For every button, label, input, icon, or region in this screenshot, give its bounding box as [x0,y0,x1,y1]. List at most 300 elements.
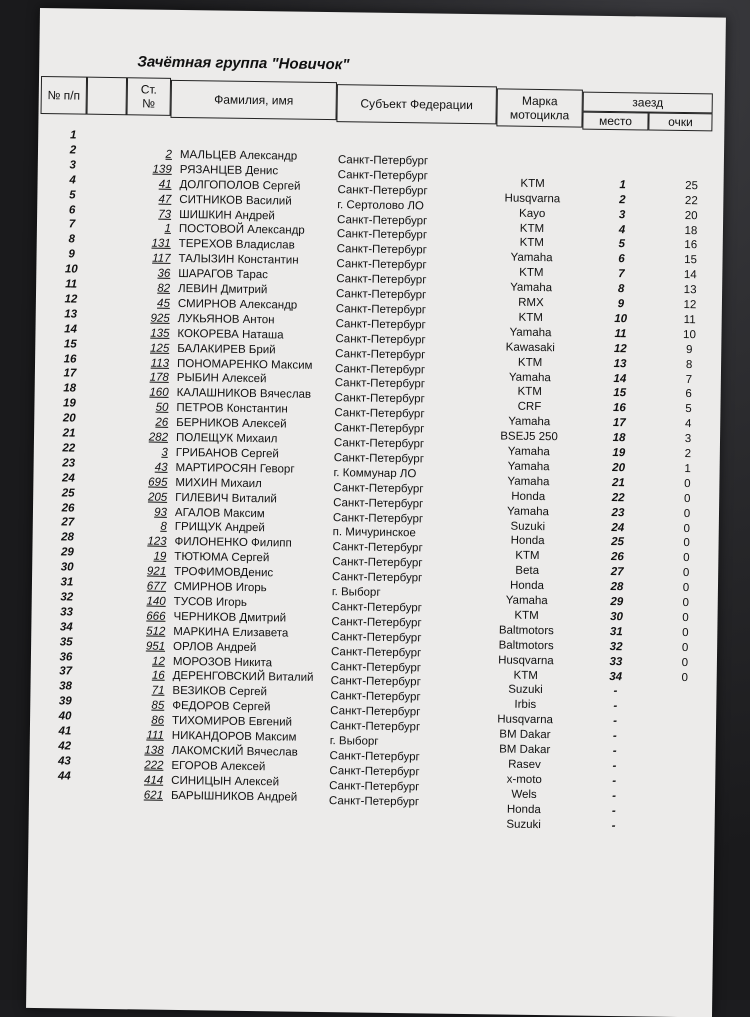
start-number: 2 [130,148,172,161]
race-place: 31 [606,626,626,638]
start-number: 113 [127,357,169,370]
motorcycle-brand: BSEJ5 250 [484,430,574,443]
rider-name: СМИРНОВ Игорь [174,581,267,594]
header-region: Субъект Федерации [336,84,497,124]
motorcycle-brand: KTM [485,386,575,399]
row-number: 9 [56,248,86,260]
start-number: 50 [126,401,168,414]
race-place: 10 [611,313,631,325]
rider-name: ДОЛГОПОЛОВ Сергей [179,179,300,193]
row-number: 17 [55,368,85,380]
row-number: 38 [50,681,80,693]
row-number: 26 [53,502,83,514]
rider-name: ПОЛЕЩУК Михаил [176,432,278,445]
motorcycle-brand: Honda [483,490,573,503]
row-number: 33 [51,606,81,618]
region: Санкт-Петербург [330,690,420,703]
race-points: 7 [677,373,701,385]
row-number: 29 [52,546,82,558]
race-place: - [605,700,625,712]
race-points: 10 [677,329,701,341]
race-place: - [605,730,625,742]
start-number: 41 [129,178,171,191]
row-number: 21 [54,427,84,439]
rider-name: РЯЗАНЦЕВ Денис [180,164,279,177]
motorcycle-brand: Irbis [480,699,570,712]
row-number: 43 [49,755,79,767]
motorcycle-brand: Kayo [487,207,577,220]
motorcycle-brand: KTM [486,266,576,279]
race-place: 30 [606,611,626,623]
motorcycle-brand: Wels [479,788,569,801]
race-place: 12 [610,343,630,355]
race-points: 0 [675,537,699,549]
row-number: 8 [57,234,87,246]
region: Санкт-Петербург [333,482,423,495]
race-place: 33 [606,656,626,668]
row-number: 44 [49,770,79,782]
region: г. Выборг [332,586,381,599]
region: Санкт-Петербург [329,795,419,808]
race-place: 3 [612,209,632,221]
rider-name: ЛАКОМСКИЙ Вячеслав [172,745,298,759]
region: Санкт-Петербург [330,720,420,733]
row-number: 39 [50,695,80,707]
row-number: 3 [58,159,88,171]
rider-name: ЛЕВИН Дмитрий [178,283,267,296]
region: Санкт-Петербург [333,497,423,510]
race-place: 29 [607,596,627,608]
region: Санкт-Петербург [329,780,419,793]
row-number: 13 [56,308,86,320]
motorcycle-brand: Yamaha [482,594,572,607]
start-number: 43 [126,461,168,474]
region: Санкт-Петербург [329,765,419,778]
motorcycle-brand: BM Dakar [480,728,570,741]
rider-name: ТЕРЕХОВ Владислав [179,238,295,252]
row-number: 1 [58,129,88,141]
row-number: 12 [56,293,86,305]
row-number: 10 [56,263,86,275]
region: Санкт-Петербург [331,616,421,629]
start-number: 26 [126,416,168,429]
start-number [121,804,163,805]
rider-name: МАРТИРОСЯН Геворг [176,462,295,476]
rider-name: ШАРАГОВ Тарас [178,268,268,281]
rider-name: ФИЛОНЕНКО Филипп [174,536,291,550]
rider-name: ОРЛОВ Андрей [173,641,256,654]
race-place: - [605,715,625,727]
start-number: 677 [124,580,166,593]
motorcycle-brand: Honda [482,579,572,592]
rider-name: НИКАНДОРОВ Максим [172,730,297,744]
start-number [130,133,172,134]
race-place: 5 [612,238,632,250]
motorcycle-brand: Suzuki [483,520,573,533]
start-number: 140 [124,595,166,608]
motorcycle-brand: KTM [481,609,571,622]
start-number: 8 [125,521,167,534]
region: Санкт-Петербург [332,601,422,614]
row-number: 4 [58,174,88,186]
rider-name: КОКОРЕВА Наташа [177,328,283,341]
row-number: 14 [55,323,85,335]
motorcycle-brand: x-moto [479,773,569,786]
rider-name: ТИХОМИРОВ Евгений [172,715,292,729]
region: Санкт-Петербург [336,318,426,331]
motorcycle-brand: RMX [486,296,576,309]
region: г. Коммунар ЛО [333,467,416,480]
row-number: 32 [52,591,82,603]
start-number: 131 [129,238,171,251]
row-number: 7 [57,219,87,231]
rider-name: ТАЛЫЗИН Константин [178,253,298,267]
region: Санкт-Петербург [334,407,424,420]
race-place: - [605,685,625,697]
row-number: 18 [55,383,85,395]
region: Санкт-Петербург [336,303,426,316]
header-num: № п/п [41,76,88,115]
rider-name: ЛУКЬЯНОВ Антон [178,313,275,326]
rider-name: ФЕДОРОВ Сергей [172,700,270,713]
start-number: 36 [128,267,170,280]
rider-name: ЕГОРОВ Алексей [171,760,265,773]
rider-name: МИХИН Михаил [175,477,262,490]
document-title: Зачётная группа "Новичок" [137,53,349,73]
row-number: 6 [57,204,87,216]
region: г. Сертолово ЛО [337,199,424,212]
row-number: 15 [55,338,85,350]
motorcycle-brand: Yamaha [483,505,573,518]
motorcycle-brand [488,162,578,163]
header-points: очки [648,113,712,132]
rider-name: ГРИЩУК Андрей [175,521,265,534]
race-place: 6 [611,253,631,265]
race-place: 4 [612,224,632,236]
region: Санкт-Петербург [337,214,427,227]
row-number: 2 [58,144,88,156]
motorcycle-brand: Yamaha [483,475,573,488]
race-points: 14 [678,269,702,281]
motorcycle-brand: KTM [485,356,575,369]
row-number: 19 [54,397,84,409]
start-number: 921 [124,565,166,578]
race-points: 0 [675,522,699,534]
start-number: 82 [128,282,170,295]
region: Санкт-Петербург [337,243,427,256]
race-place: 23 [608,507,628,519]
race-points: 15 [678,254,702,266]
row-number: 41 [50,725,80,737]
race-place: - [604,819,624,831]
row-number: 22 [54,442,84,454]
motorcycle-brand: Kawasaki [485,341,575,354]
start-number: 205 [125,491,167,504]
motorcycle-brand: Beta [482,564,572,577]
rider-name: ТРОФИМОВДенис [174,566,273,579]
race-place: 13 [610,358,630,370]
row-number: 16 [55,353,85,365]
rider-name: ПОСТОВОЙ Александр [179,223,305,237]
row-number: 35 [51,636,81,648]
start-number: 695 [125,476,167,489]
region: Санкт-Петербург [335,378,425,391]
header-place: место [582,112,648,131]
race-points: 3 [676,433,700,445]
region: Санкт-Петербург [335,363,425,376]
region: Санкт-Петербург [334,452,424,465]
motorcycle-brand: Husqvarna [480,713,570,726]
race-place: 9 [611,298,631,310]
race-place: 28 [607,581,627,593]
race-place: 34 [606,670,626,682]
race-points: 9 [677,344,701,356]
region: Санкт-Петербург [338,169,428,182]
motorcycle-brand: BM Dakar [480,743,570,756]
region: Санкт-Петербург [338,154,428,167]
motorcycle-brand [488,147,578,148]
motorcycle-brand: Husqvarna [481,654,571,667]
header-name: Фамилия, имя [170,80,337,120]
motorcycle-brand: KTM [486,311,576,324]
race-points: 0 [673,671,697,683]
rider-name: ТУСОВ Игорь [174,596,247,609]
race-place: 24 [608,521,628,533]
race-place: - [604,775,624,787]
motorcycle-brand: Husqvarna [487,192,577,205]
race-points: 0 [674,582,698,594]
row-number: 28 [53,532,83,544]
rider-name: БЕРНИКОВ Алексей [176,417,287,431]
rider-name: ВЕЗИКОВ Сергей [172,685,267,698]
region: Санкт-Петербург [330,705,420,718]
row-number: 25 [53,487,83,499]
start-number: 111 [122,729,164,742]
start-number: 222 [121,759,163,772]
start-number: 414 [121,774,163,787]
start-number: 117 [128,252,170,265]
rider-name: ГИЛЕВИЧ Виталий [175,492,277,505]
motorcycle-brand: Yamaha [486,281,576,294]
rider-name: КАЛАШНИКОВ Вячеслав [177,387,312,401]
race-points: 0 [673,612,697,624]
region: Санкт-Петербург [336,258,426,271]
rider-name: МОРОЗОВ Никита [173,655,272,668]
rider-name: ДЕРЕНГОВСКИЙ Виталий [173,670,314,684]
motorcycle-brand: Yamaha [484,460,574,473]
start-number: 951 [123,640,165,653]
motorcycle-brand: KTM [482,550,572,563]
row-number: 24 [53,472,83,484]
race-place: 15 [610,387,630,399]
race-points: 0 [673,627,697,639]
rider-name: ШИШКИН Андрей [179,208,275,221]
race-points: 5 [676,403,700,415]
region: Санкт-Петербург [336,288,426,301]
motorcycle-brand: Yamaha [484,445,574,458]
region: Санкт-Петербург [337,184,427,197]
motorcycle-brand: KTM [487,222,577,235]
race-points: 16 [679,239,703,251]
region: Санкт-Петербург [332,571,422,584]
start-number: 621 [121,789,163,802]
race-place: 18 [609,432,629,444]
row-number: 5 [57,189,87,201]
race-place: 16 [609,402,629,414]
start-number: 125 [127,342,169,355]
start-number: 1 [129,223,171,236]
region: Санкт-Петербург [335,333,425,346]
race-points: 0 [673,642,697,654]
region: г. Выборг [330,735,379,748]
motorcycle-brand: Suzuki [479,818,569,831]
start-number: 93 [125,506,167,519]
race-place: 17 [609,417,629,429]
row-number: 36 [51,651,81,663]
race-points: 0 [675,508,699,520]
region: Санкт-Петербург [335,348,425,361]
motorcycle-brand: Suzuki [480,684,570,697]
region: Санкт-Петербург [334,422,424,435]
row-number: 11 [56,278,86,290]
start-number: 135 [127,327,169,340]
row-number: 37 [51,666,81,678]
rider-name: ТЮТЮМА Сергей [174,551,269,564]
race-points: 0 [674,567,698,579]
region: Санкт-Петербург [331,646,421,659]
race-points: 18 [679,224,703,236]
start-number: 12 [123,655,165,668]
motorcycle-brand: Baltmotors [481,624,571,637]
race-place: - [604,805,624,817]
rider-name: МАРКИНА Елизавета [173,626,288,640]
race-points: 0 [675,478,699,490]
rider-name: ПОНОМАРЕНКО Максим [177,357,313,371]
race-points: 22 [679,195,703,207]
race-place: - [604,790,624,802]
race-points: 0 [674,552,698,564]
race-place: 19 [609,447,629,459]
row-number: 42 [50,740,80,752]
start-number: 138 [122,744,164,757]
start-number: 139 [130,163,172,176]
rider-name: СИНИЦЫН Алексей [171,775,279,789]
motorcycle-brand: Honda [479,803,569,816]
rider-name: СМИРНОВ Александр [178,298,298,312]
rider-name: РЫБИН Алексей [177,372,267,385]
rider-name: БАЛАКИРЕВ Брий [177,343,276,356]
row-number: 40 [50,710,80,722]
race-place: 22 [608,492,628,504]
region: Санкт-Петербург [332,556,422,569]
race-place: 14 [610,372,630,384]
start-number: 71 [122,685,164,698]
race-place: - [605,745,625,757]
race-points: 0 [674,597,698,609]
start-number: 3 [126,446,168,459]
motorcycle-brand: Honda [483,535,573,548]
race-points: 25 [679,180,703,192]
motorcycle-brand: Yamaha [486,252,576,265]
rider-name: МАЛЬЦЕВ Александр [180,149,297,163]
region: Санкт-Петербург [334,392,424,405]
header-bike: Марка мотоцикла [496,88,583,127]
header-start-number: Ст. № [127,77,172,116]
region: Санкт-Петербург [332,541,422,554]
start-number: 45 [128,297,170,310]
race-points: 12 [678,299,702,311]
rider-name: БАРЫШНИКОВ Андрей [171,790,297,804]
race-place: 8 [611,283,631,295]
race-points: 0 [675,493,699,505]
race-points: 4 [676,418,700,430]
race-points: 2 [676,448,700,460]
motorcycle-brand: Yamaha [485,326,575,339]
race-points: 6 [677,388,701,400]
motorcycle-brand: KTM [488,177,578,190]
race-place: 7 [611,268,631,280]
region: Санкт-Петербург [337,229,427,242]
start-number: 123 [124,536,166,549]
region: Санкт-Петербург [336,273,426,286]
results-sheet [26,8,726,1017]
race-place: - [604,760,624,772]
row-number: 34 [51,621,81,633]
start-number: 47 [129,193,171,206]
race-place: 25 [608,536,628,548]
header-race: заезд [583,92,713,114]
race-place: 32 [606,641,626,653]
motorcycle-brand: Baltmotors [481,639,571,652]
motorcycle-brand: Yamaha [484,415,574,428]
rider-name: АГАЛОВ Максим [175,506,265,519]
row-number: 31 [52,576,82,588]
motorcycle-brand: Yamaha [485,371,575,384]
race-place: 26 [607,551,627,563]
start-number: 73 [129,208,171,221]
row-number: 30 [52,561,82,573]
region: Санкт-Петербург [331,661,421,674]
region: Санкт-Петербург [331,631,421,644]
race-points: 20 [679,210,703,222]
region: Санкт-Петербург [334,437,424,450]
row-number: 23 [54,457,84,469]
race-place: 2 [612,194,632,206]
race-points: 1 [676,463,700,475]
start-number: 16 [123,670,165,683]
region: Санкт-Петербург [331,676,421,689]
race-points: 13 [678,284,702,296]
region: Санкт-Петербург [330,750,420,763]
race-place: 20 [609,462,629,474]
row-number: 27 [53,517,83,529]
region: Санкт-Петербург [333,512,423,525]
start-number: 178 [127,372,169,385]
rider-name: ПЕТРОВ Константин [176,402,287,416]
start-number: 86 [122,714,164,727]
start-number: 282 [126,431,168,444]
start-number: 512 [123,625,165,638]
motorcycle-brand: KTM [481,669,571,682]
region: п. Мичуринское [333,527,416,540]
start-number: 19 [124,550,166,563]
race-place: 27 [607,566,627,578]
row-number: 20 [54,412,84,424]
motorcycle-brand: Rasev [479,758,569,771]
rider-name: ЧЕРНИКОВ Дмитрий [173,611,286,625]
start-number: 925 [128,312,170,325]
rider-name: ГРИБАНОВ Сергей [176,447,279,460]
